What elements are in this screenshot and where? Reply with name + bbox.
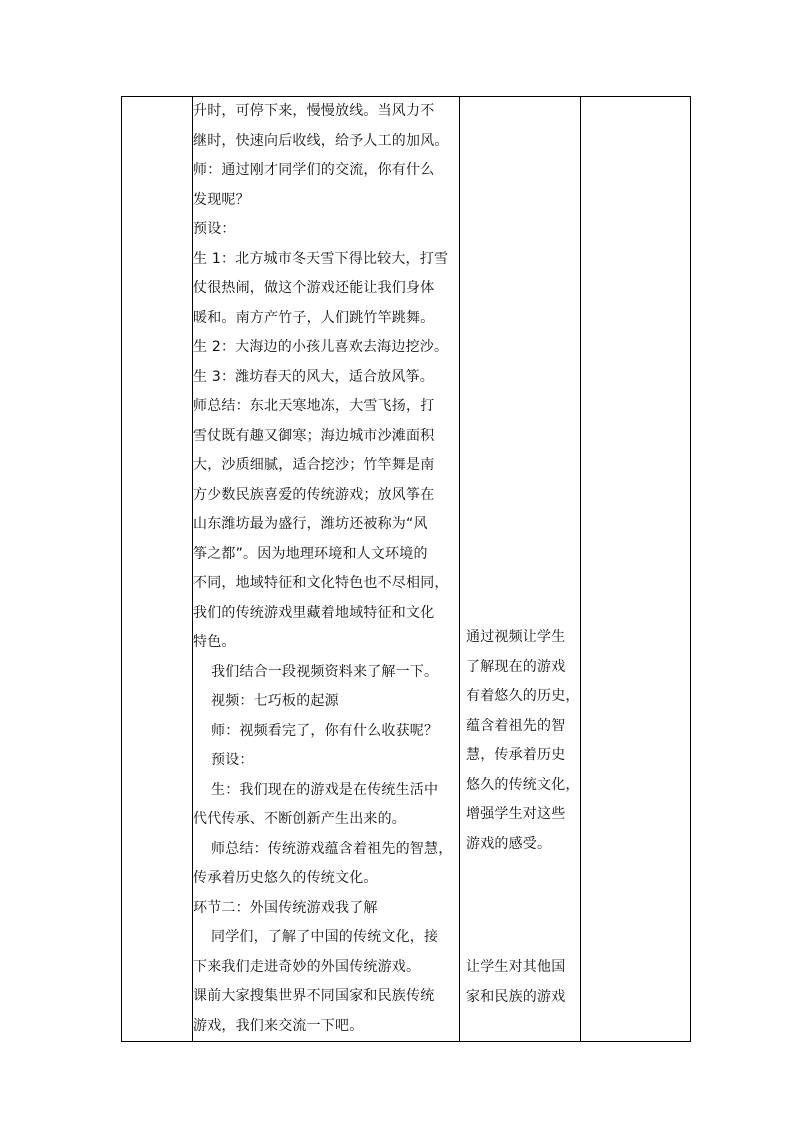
process-line: 代代传承、不断创新产生出来的。 bbox=[193, 811, 406, 827]
process-line: 我们结合一段视频资料来了解一下。 bbox=[211, 663, 439, 680]
process-line: 生 1：北方城市冬天雪下得比较大，打雪 bbox=[193, 250, 449, 267]
process-line: 继时，快速向后收线，给予人工的加风。 bbox=[193, 132, 449, 149]
process-line: 升时，可停下来，慢慢放线。当风力不 bbox=[193, 103, 435, 119]
empty-cell-right bbox=[581, 97, 691, 1042]
process-line: 发现呢？ bbox=[193, 191, 250, 208]
process-line: 预设： bbox=[193, 221, 236, 237]
process-line: 游戏，我们来交流一下吧。 bbox=[193, 1017, 364, 1034]
process-line: 视频：七巧板的起源 bbox=[211, 693, 339, 709]
process-line: 山东潍坊最为盛行，潍坊还被称为“风 bbox=[193, 516, 428, 532]
process-line: 师：通过刚才同学们的交流，你有什么 bbox=[193, 162, 435, 178]
process-line: 仗很热闹，做这个游戏还能让我们身体 bbox=[193, 280, 435, 296]
process-line: 方少数民族喜爱的传统游戏；放风筝在 bbox=[193, 486, 435, 503]
design-intent-block-foreign-games bbox=[466, 953, 578, 1012]
process-line: 师总结：传统游戏蕴含着祖先的智慧， bbox=[211, 840, 453, 857]
process-line: 暖和。南方产竹子，人们跳竹竿跳舞。 bbox=[193, 309, 435, 326]
process-line: 不同，地域特征和文化特色也不尽相同， bbox=[193, 575, 449, 591]
process-line: 我们的传统游戏里藏着地域特征和文化 bbox=[193, 604, 435, 621]
empty-cell-left bbox=[122, 97, 193, 1042]
process-line: 生：我们现在的游戏是在传统生活中 bbox=[211, 781, 439, 798]
design-intent-block-video bbox=[466, 623, 578, 859]
design-intent-line: 通过视频让学生 bbox=[466, 629, 566, 645]
design-intent-line: 游戏的感受。 bbox=[466, 835, 552, 852]
process-line: 特色。 bbox=[193, 634, 236, 650]
process-line: 生 3：潍坊春天的风大，适合放风筝。 bbox=[193, 368, 434, 385]
design-intent-line: 家和民族的游戏 bbox=[466, 988, 566, 1005]
table-row bbox=[122, 97, 691, 1042]
teaching-process-cell bbox=[193, 97, 460, 1042]
process-line: 课前大家搜集世界不同国家和民族传统 bbox=[193, 988, 435, 1004]
design-intent-cell bbox=[460, 97, 581, 1042]
process-line: 师总结：东北天寒地冻，大雪飞扬，打 bbox=[193, 398, 435, 414]
process-line: 筝之都”。因为地理环境和人文环境的 bbox=[193, 545, 428, 562]
process-line: 师：视频看完了，你有什么收获呢？ bbox=[211, 722, 439, 739]
process-line: 预设： bbox=[211, 752, 254, 768]
process-line: 雪仗既有趣又御寒；海边城市沙滩面积 bbox=[193, 427, 435, 444]
process-line: 环节二：外国传统游戏我了解 bbox=[193, 899, 378, 916]
process-line: 下来我们走进奇妙的外国传统游戏。 bbox=[193, 958, 421, 975]
process-line: 大，沙质细腻，适合挖沙；竹竿舞是南 bbox=[193, 457, 435, 473]
process-line: 传承着历史悠久的传统文化。 bbox=[193, 870, 378, 886]
lesson-plan-table bbox=[121, 96, 691, 1042]
process-line: 同学们，了解了中国的传统文化，接 bbox=[211, 929, 439, 945]
design-intent-line: 慧，传承着历史 bbox=[466, 747, 566, 763]
design-intent-line: 让学生对其他国 bbox=[466, 959, 566, 975]
teaching-process-text bbox=[193, 97, 459, 1041]
design-intent-line: 蕴含着祖先的智 bbox=[466, 717, 566, 734]
design-intent-line: 有着悠久的历史， bbox=[466, 688, 580, 704]
design-intent-line: 悠久的传统文化， bbox=[466, 776, 580, 793]
design-intent-line: 增强学生对这些 bbox=[466, 806, 566, 822]
process-line: 生 2：大海边的小孩儿喜欢去海边挖沙。 bbox=[193, 339, 449, 355]
design-intent-line: 了解现在的游戏 bbox=[466, 658, 566, 675]
